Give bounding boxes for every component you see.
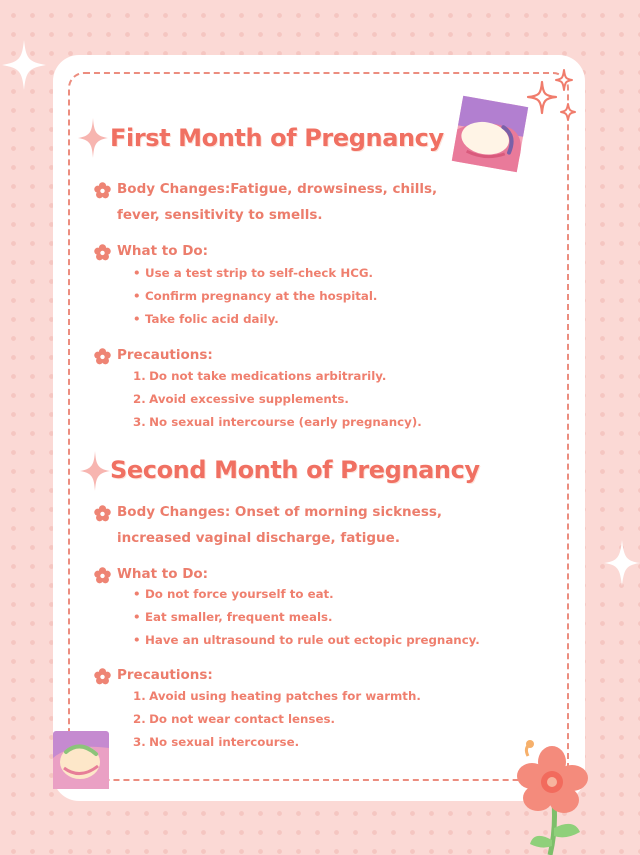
flower-bullet-icon bbox=[94, 505, 111, 522]
list-item: 1. Avoid using heating patches for warmth. bbox=[133, 689, 421, 703]
list-item: • Eat smaller, frequent meals. bbox=[133, 606, 480, 629]
what-to-do-list bbox=[133, 583, 480, 652]
what-to-do-label: What to Do: bbox=[117, 566, 209, 582]
section-title: First Month of Pregnancy bbox=[110, 124, 444, 152]
list-item: 1. Do not take medications arbitrarily. bbox=[133, 369, 387, 383]
what-to-do-row bbox=[94, 242, 208, 264]
flower-bullet-icon bbox=[94, 182, 111, 199]
pregnant-belly-sticker-icon bbox=[50, 728, 112, 792]
flower-bullet-icon bbox=[94, 668, 111, 685]
list-item: • Have an ultrasound to rule out ectopic pregnancy. bbox=[133, 629, 480, 652]
body-changes-text: Body Changes:Fatigue, drowsiness, chills, fever, sensitivity to smells. bbox=[117, 181, 438, 223]
list-item: • Use a test strip to self-check HCG. bbox=[133, 262, 377, 285]
section-title: Second Month of Pregnancy bbox=[110, 456, 480, 484]
sparkle-icon bbox=[604, 540, 640, 586]
list-item: • Do not force yourself to eat. bbox=[133, 583, 480, 606]
flower-bullet-icon bbox=[94, 244, 111, 261]
list-item: 3. No sexual intercourse. bbox=[133, 735, 300, 749]
list-item: • Take folic acid daily. bbox=[133, 308, 377, 331]
list-item: • Confirm pregnancy at the hospital. bbox=[133, 285, 377, 308]
list-item: 3. No sexual intercourse (early pregnancy). bbox=[133, 415, 422, 429]
flower-bullet-icon bbox=[94, 567, 111, 584]
sparkle-icon bbox=[78, 118, 108, 158]
pink-flower-icon bbox=[512, 740, 592, 855]
pregnant-belly-sticker-icon bbox=[450, 95, 530, 173]
flower-bullet-icon bbox=[94, 348, 111, 365]
body-changes-text: Body Changes: Onset of morning sickness, increased vaginal discharge, fatigue. bbox=[117, 504, 443, 546]
what-to-do-label: What to Do: bbox=[117, 243, 209, 259]
sparkle-icon bbox=[2, 40, 46, 90]
precautions-list bbox=[133, 365, 422, 434]
precautions-label: Precautions: bbox=[117, 667, 213, 683]
body-changes-row bbox=[94, 503, 447, 551]
sparkle-icon bbox=[80, 451, 110, 491]
what-to-do-list bbox=[133, 262, 377, 331]
list-item: 2. Avoid excessive supplements. bbox=[133, 392, 349, 406]
list-item: 2. Do not wear contact lenses. bbox=[133, 712, 335, 726]
precautions-label: Precautions: bbox=[117, 347, 213, 363]
body-changes-row bbox=[94, 180, 477, 228]
precautions-list bbox=[133, 685, 421, 754]
